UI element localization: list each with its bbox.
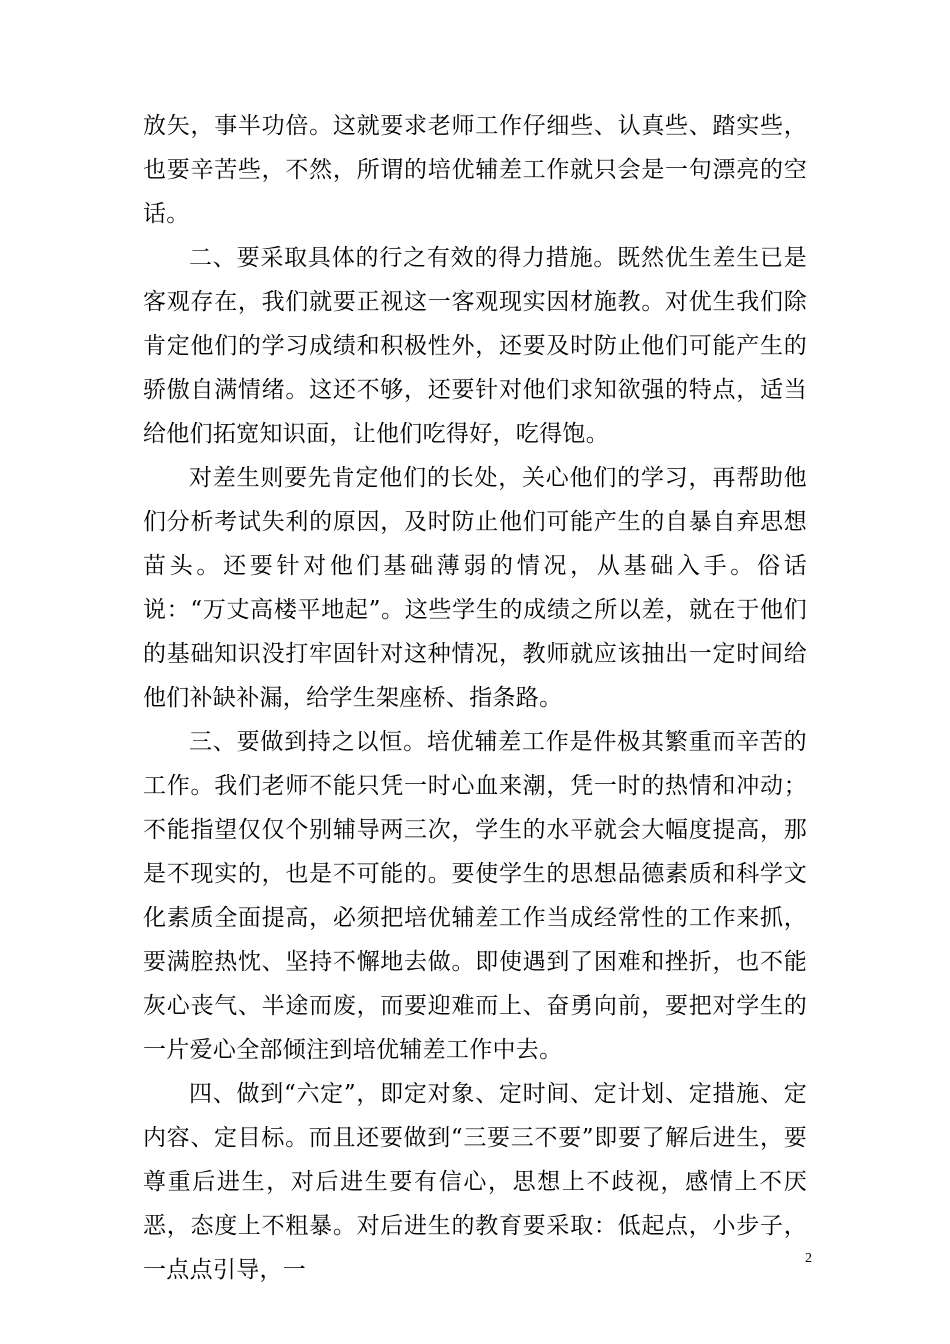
document-body bbox=[143, 104, 807, 1292]
page-number: 2 bbox=[805, 1251, 812, 1266]
paragraph-continuation: 放矢，事半功倍。这就要求老师工作仔细些、认真些、踏实些，也要辛苦些，不然，所谓的培优辅差工作就只会是一句漂亮的空话。 bbox=[143, 113, 807, 227]
paragraph-section-three: 三、要做到持之以恒。培优辅差工作是件极其繁重而辛苦的工作。我们老师不能只凭一时心血来潮，凭一时的热情和冲动；不能指望仅仅个别辅导两三次，学生的水平就会大幅度提高，那是不现实的，也是不可能的。要使学生的思想品德素质和科学文化素质全面提高，必须把培优辅差工作当成经常性的工作来抓，要满腔热忱、坚持不懈地去做。即使遇到了困难和挫折，也不能灰心丧气、半途而废，而要迎难而上、奋勇向前，要把对学生的一片爱心全部倾注到培优辅差工作中去。 bbox=[143, 729, 807, 1063]
paragraph-section-two: 二、要采取具体的行之有效的得力措施。既然优生差生已是客观存在，我们就要正视这一客观现实因材施教。对优生我们除肯定他们的学习成绩和积极性外，还要及时防止他们可能产生的骄傲自满情绪。这还不够，还要针对他们求知欲强的特点，适当给他们拓宽知识面，让他们吃得好，吃得饱。 bbox=[143, 245, 807, 447]
paragraph-section-four: 四、做到“六定”，即定对象、定时间、定计划、定措施、定内容、定目标。而且还要做到“三要三不要”即要了解后进生，要尊重后进生，对后进生要有信心，思想上不歧视，感情上不厌恶，态度上不粗暴。对后进生的教育要采取：低起点，小步子，一点点引导，一 bbox=[143, 1081, 807, 1283]
paragraph-weak-students: 对差生则要先肯定他们的长处，关心他们的学习，再帮助他们分析考试失利的原因，及时防止他们可能产生的自暴自弃思想苗头。还要针对他们基础薄弱的情况，从基础入手。俗话说：“万丈高楼平地起”。这些学生的成绩之所以差，就在于他们的基础知识没打牢固针对这种情况，教师就应该抽出一定时间给他们补缺补漏，给学生架座桥、指条路。 bbox=[143, 465, 807, 711]
